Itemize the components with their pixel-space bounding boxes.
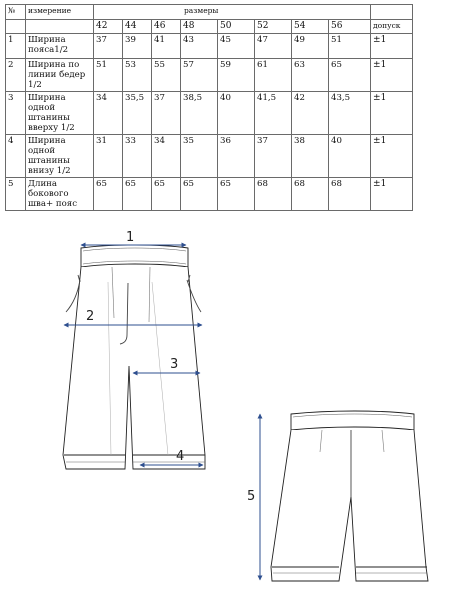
value-cell: 37 [255,135,292,178]
value-cell: 53 [123,59,152,92]
back-shorts-drawing [271,411,428,581]
value-cell: 33 [123,135,152,178]
value-cell: 42 [292,92,329,135]
value-cell: 63 [292,59,329,92]
value-cell: 68 [329,178,371,211]
row-name: Ширина одной штанины внизу 1/2 [26,135,94,178]
front-body-outline [63,267,205,469]
row-name: Длина бокового шва+ пояс [26,178,94,211]
value-cell: 61 [255,59,292,92]
value-cell: 38,5 [181,92,218,135]
size-cell: 48 [181,20,218,34]
value-cell: 65 [152,178,181,211]
tolerance-cell: ±1 [371,34,413,59]
header-sizes: размеры [94,5,371,20]
value-cell: 65 [94,178,123,211]
value-cell: 31 [94,135,123,178]
size-cell: 52 [255,20,292,34]
tolerance-cell: ±1 [371,178,413,211]
tolerance-cell: ±1 [371,135,413,178]
value-cell: 41,5 [255,92,292,135]
row-number: 5 [6,178,26,211]
tolerance-cell: ±1 [371,92,413,135]
value-cell: 40 [329,135,371,178]
value-cell: 34 [152,135,181,178]
value-cell: 43 [181,34,218,59]
size-cell: 56 [329,20,371,34]
value-cell: 37 [152,92,181,135]
front-waistband [81,245,188,267]
value-cell: 45 [218,34,255,59]
value-cell: 47 [255,34,292,59]
measure-5-label: 5 [247,489,256,504]
value-cell: 55 [152,59,181,92]
value-cell: 36 [218,135,255,178]
row-number: 4 [6,135,26,178]
header-measurement: измерение [26,5,94,20]
value-cell: 65 [218,178,255,211]
front-shorts-drawing [63,245,205,469]
row-number: 1 [6,34,26,59]
size-cell: 42 [94,20,123,34]
size-cell: 50 [218,20,255,34]
value-cell: 59 [218,59,255,92]
row-number: 2 [6,59,26,92]
value-cell: 38 [292,135,329,178]
measure-4-label: 4 [176,449,185,464]
measure-1-label: 1 [126,230,135,245]
value-cell: 65 [123,178,152,211]
value-cell: 37 [94,34,123,59]
row-name: Ширина одной штанины вверху 1/2 [26,92,94,135]
value-cell: 68 [255,178,292,211]
measure-3-label: 3 [170,357,179,372]
value-cell: 57 [181,59,218,92]
size-cell: 54 [292,20,329,34]
value-cell: 40 [218,92,255,135]
measure-2-label: 2 [86,309,95,324]
value-cell: 41 [152,34,181,59]
row-number: 3 [6,92,26,135]
size-cell: 46 [152,20,181,34]
row-name: Ширина по линии бедер 1/2 [26,59,94,92]
value-cell: 34 [94,92,123,135]
value-cell: 51 [329,34,371,59]
value-cell: 49 [292,34,329,59]
row-name: Ширина пояса1/2 [26,34,94,59]
value-cell: 51 [94,59,123,92]
header-number: № [6,5,26,20]
value-cell: 65 [181,178,218,211]
tolerance-cell: ±1 [371,59,413,92]
value-cell: 39 [123,34,152,59]
value-cell: 35,5 [123,92,152,135]
value-cell: 68 [292,178,329,211]
value-cell: 65 [329,59,371,92]
value-cell: 35 [181,135,218,178]
size-cell: 44 [123,20,152,34]
value-cell: 43,5 [329,92,371,135]
back-body-outline [271,430,428,581]
tolerance-header-cell: допуск [371,20,413,34]
